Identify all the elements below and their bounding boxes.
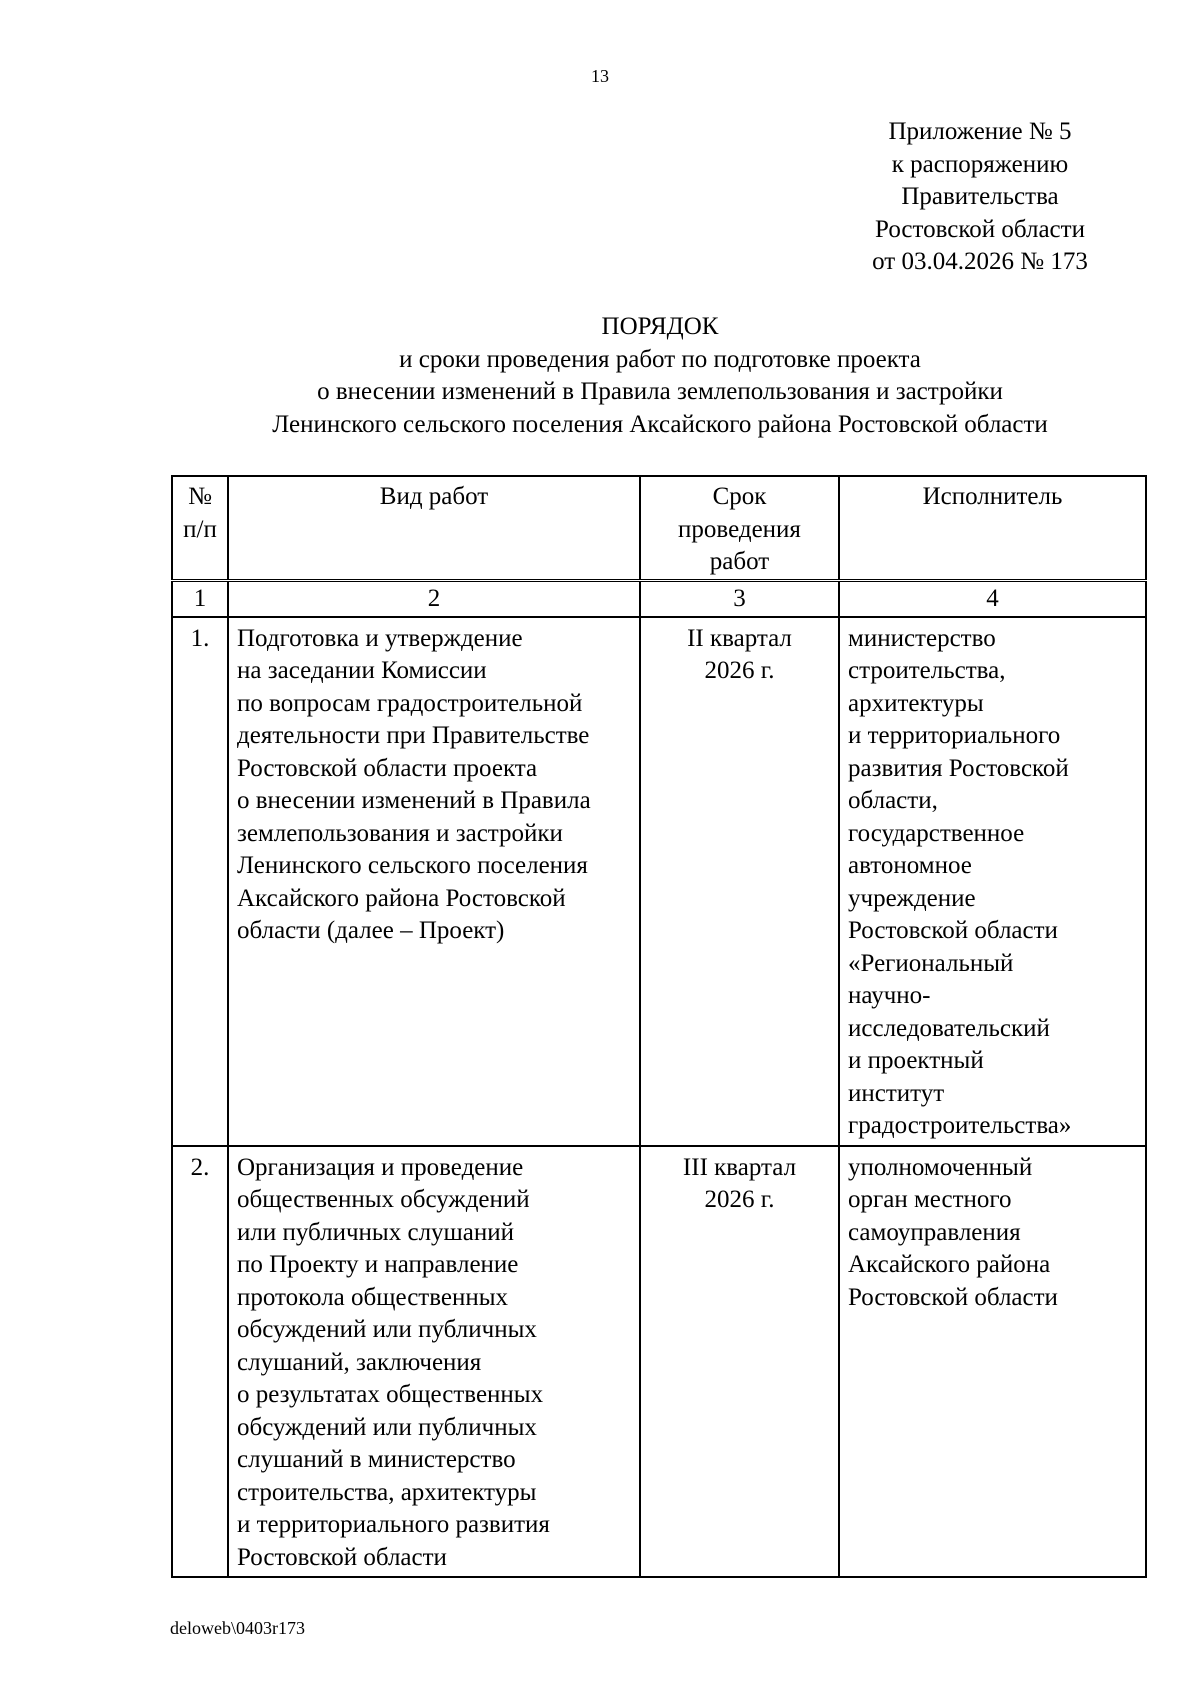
work-line: Ростовской области: [237, 1543, 447, 1571]
work-line: о внесении изменений в Правила: [237, 787, 591, 814]
executor-line: архитектуры: [848, 689, 984, 717]
document-title: [100, 311, 1200, 441]
work-line: и территориального развития: [237, 1511, 550, 1538]
table-header-row: [172, 476, 1146, 580]
work-line: по вопросам градостроительной: [237, 689, 583, 717]
work-line: на заседании Комиссии: [237, 657, 487, 684]
term-line: II квартал: [687, 624, 792, 652]
appendix-line: Правительства: [901, 183, 1059, 210]
work-line: Ростовской области проекта: [237, 754, 538, 782]
executor-line: строительства,: [848, 657, 1006, 684]
executor-line: государственное: [848, 819, 1025, 847]
work-line: деятельности при Правительстве: [237, 722, 590, 749]
executor-line: градостроительства»: [848, 1112, 1072, 1139]
work-line: общественных обсуждений: [237, 1186, 530, 1213]
executor-line: Ростовской области: [848, 917, 1058, 944]
row-number: 2.: [172, 1146, 228, 1578]
work-term: [640, 617, 839, 1146]
work-executor: [839, 1146, 1146, 1578]
header-executor-line: Исполнитель: [922, 483, 1063, 510]
header-work-line: Вид работ: [379, 483, 489, 510]
appendix-block: [830, 116, 1130, 279]
work-line: или публичных слушаний: [237, 1218, 515, 1246]
column-number: 4: [839, 580, 1146, 617]
column-number: 1: [172, 580, 228, 617]
executor-line: развития Ростовской: [848, 754, 1069, 782]
work-line: по Проекту и направление: [237, 1251, 519, 1278]
work-line: землепользования и застройки: [237, 819, 563, 847]
appendix-line: Приложение № 5: [888, 118, 1072, 145]
header-term: [640, 476, 839, 580]
work-description: [228, 1146, 640, 1578]
executor-line: министерство: [848, 624, 996, 652]
work-line: Ленинского сельского поселения: [237, 852, 588, 879]
executor-line: и проектный: [848, 1047, 984, 1074]
work-line: строительства, архитектуры: [237, 1478, 537, 1506]
executor-line: автономное: [848, 852, 972, 879]
work-line: о результатах общественных: [237, 1381, 544, 1408]
executor-line: области,: [848, 787, 938, 814]
work-line: области (далее – Проект): [237, 917, 505, 944]
term-line: III квартал: [682, 1153, 797, 1181]
header-num-line: №: [188, 483, 212, 510]
work-line: обсуждений или публичных: [237, 1316, 537, 1343]
document-footer-code: deloweb\0403r173: [170, 1618, 305, 1638]
row-number: 1.: [172, 617, 228, 1146]
page-number: 13: [591, 66, 609, 86]
header-num-line: п/п: [183, 515, 217, 543]
executor-line: самоуправления: [848, 1218, 1021, 1246]
works-table: [171, 475, 1147, 1578]
header-term-line: Срок: [712, 483, 767, 510]
work-line: слушаний, заключения: [237, 1348, 482, 1376]
executor-line: институт: [848, 1079, 945, 1107]
executor-line: и территориального: [848, 722, 1061, 749]
header-executor: [839, 476, 1146, 580]
header-num: [172, 476, 228, 580]
header-term-line: работ: [709, 548, 770, 575]
title-line: о внесении изменений в Правила землепользования и застройки: [317, 378, 1003, 405]
executor-line: Аксайского района: [848, 1251, 1051, 1278]
work-executor: [839, 617, 1146, 1146]
executor-line: орган местного: [848, 1186, 1012, 1213]
appendix-line: Ростовской области: [875, 215, 1085, 243]
executor-line: научно-: [848, 982, 931, 1009]
appendix-line: к распоряжению: [891, 150, 1069, 178]
work-line: Подготовка и утверждение: [237, 624, 523, 652]
title-line: и сроки проведения работ по подготовке проекта: [399, 345, 921, 373]
title-line: Ленинского сельского поселения Аксайского района Ростовской области: [272, 410, 1048, 438]
title-heading: ПОРЯДОК: [601, 313, 719, 340]
executor-line: уполномоченный: [848, 1153, 1033, 1181]
executor-line: учреждение: [848, 884, 976, 912]
table-row: [172, 1146, 1146, 1578]
work-line: слушаний в министерство: [237, 1446, 516, 1473]
table-row: [172, 617, 1146, 1146]
term-line: 2026 г.: [704, 1186, 775, 1213]
work-line: Аксайского района Ростовской: [237, 884, 566, 912]
executor-line: Ростовской области: [848, 1283, 1058, 1311]
work-description: [228, 617, 640, 1146]
work-term: [640, 1146, 839, 1578]
executor-line: «Региональный: [848, 949, 1014, 977]
header-work: [228, 476, 640, 580]
term-line: 2026 г.: [704, 657, 775, 684]
column-number: 3: [640, 580, 839, 617]
column-number: 2: [228, 580, 640, 617]
executor-line: исследовательский: [848, 1014, 1050, 1042]
work-line: протокола общественных: [237, 1283, 509, 1311]
header-term-line: проведения: [678, 515, 801, 543]
appendix-line: от 03.04.2026 № 173: [872, 248, 1088, 275]
work-line: обсуждений или публичных: [237, 1413, 537, 1441]
column-number-row: [172, 580, 1146, 617]
work-line: Организация и проведение: [237, 1153, 524, 1181]
